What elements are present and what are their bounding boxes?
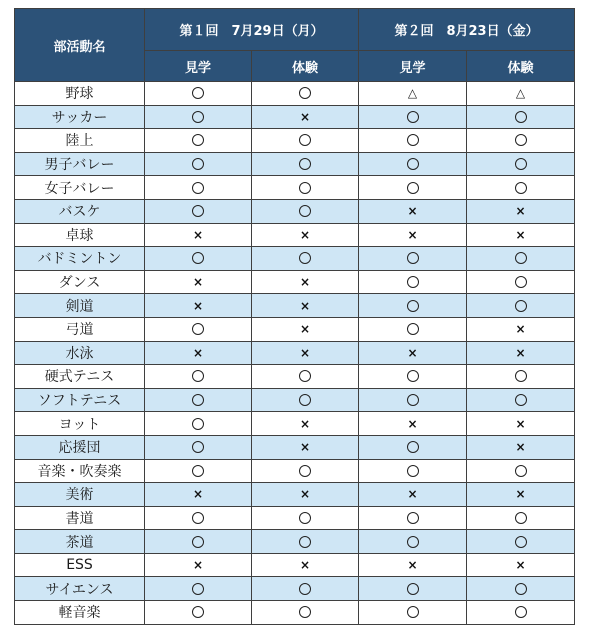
mark-cell-session-2-trial [467,601,575,625]
mark-cell-session-2-observe [359,105,467,129]
table-row [15,435,575,459]
mark-cell-session-1-observe [145,129,252,153]
cross-mark: × [299,440,311,455]
mark-cell-session-1-observe [145,483,252,507]
mark-cell-session-1-observe [145,341,252,365]
cross-mark: × [299,298,311,313]
cross-mark: × [299,487,311,502]
mark-cell-session-2-trial [467,365,575,389]
mark-cell-session-1-observe [145,601,252,625]
mark-cell-session-2-trial [467,82,575,106]
circle-mark [299,583,311,595]
circle-mark [299,512,311,524]
table-row [15,176,575,200]
table-row [15,341,575,365]
mark-cell-session-2-observe [359,270,467,294]
mark-cell-session-2-observe [359,152,467,176]
circle-mark [192,465,204,477]
club-name-cell: 硬式テニス [15,365,145,389]
circle-mark [515,394,527,406]
club-name-cell: 書道 [15,506,145,530]
header-session-1-trial: 体験 [252,51,359,82]
mark-cell-session-1-observe [145,317,252,341]
circle-mark [299,606,311,618]
mark-cell-session-1-trial [252,341,359,365]
table-row [15,247,575,271]
triangle-mark: △ [407,86,418,101]
circle-mark [407,536,419,548]
mark-cell-session-2-trial [467,483,575,507]
circle-mark [192,441,204,453]
circle-mark [192,205,204,217]
circle-mark [299,158,311,170]
header-session-1: 第１回 7月29日（月） [145,9,359,51]
club-name-cell: バスケ [15,199,145,223]
mark-cell-session-1-trial [252,577,359,601]
mark-cell-session-1-observe [145,152,252,176]
table-row [15,199,575,223]
cross-mark: × [515,227,526,242]
mark-cell-session-2-trial [467,247,575,271]
mark-cell-session-2-trial [467,223,575,247]
circle-mark [192,182,204,194]
mark-cell-session-1-trial [252,553,359,577]
cross-mark: × [299,345,311,360]
mark-cell-session-1-trial [252,152,359,176]
mark-cell-session-1-observe [145,176,252,200]
mark-cell-session-2-observe [359,530,467,554]
circle-mark [407,394,419,406]
circle-mark [192,606,204,618]
table-row [15,105,575,129]
header-session-2-observe: 見学 [359,51,467,82]
circle-mark [299,134,311,146]
circle-mark [515,606,527,618]
circle-mark [515,134,527,146]
circle-mark [192,536,204,548]
mark-cell-session-2-observe [359,129,467,153]
mark-cell-session-2-observe [359,601,467,625]
circle-mark [407,111,419,123]
table-row [15,530,575,554]
mark-cell-session-1-trial [252,223,359,247]
circle-mark [515,111,527,123]
mark-cell-session-2-trial [467,129,575,153]
club-name-cell: 弓道 [15,317,145,341]
mark-cell-session-1-trial [252,459,359,483]
table-row [15,152,575,176]
club-name-cell: 陸上 [15,129,145,153]
table-row [15,459,575,483]
cross-mark: × [515,322,526,337]
circle-mark [192,252,204,264]
circle-mark [299,87,311,99]
circle-mark [407,512,419,524]
mark-cell-session-2-trial [467,388,575,412]
circle-mark [407,182,419,194]
cross-mark: × [515,416,526,431]
mark-cell-session-2-observe [359,435,467,459]
table-row [15,365,575,389]
mark-cell-session-1-observe [145,365,252,389]
cross-mark: × [192,227,204,242]
circle-mark [299,536,311,548]
header-session-2-trial: 体験 [467,51,575,82]
circle-mark [407,323,419,335]
circle-mark [299,205,311,217]
cross-mark: × [192,558,204,573]
cross-mark: × [515,204,526,219]
mark-cell-session-1-trial [252,601,359,625]
cross-mark: × [299,416,311,431]
mark-cell-session-1-observe [145,553,252,577]
circle-mark [299,394,311,406]
circle-mark [299,252,311,264]
circle-mark [515,276,527,288]
mark-cell-session-2-trial [467,530,575,554]
circle-mark [192,158,204,170]
mark-cell-session-2-observe [359,199,467,223]
circle-mark [192,394,204,406]
mark-cell-session-2-observe [359,577,467,601]
table-row [15,553,575,577]
mark-cell-session-1-trial [252,412,359,436]
circle-mark [192,512,204,524]
mark-cell-session-1-trial [252,435,359,459]
mark-cell-session-2-trial [467,435,575,459]
circle-mark [515,512,527,524]
table-row [15,270,575,294]
table-row [15,294,575,318]
club-name-cell: ESS [15,553,145,577]
circle-mark [407,583,419,595]
header-session-1-observe: 見学 [145,51,252,82]
mark-cell-session-1-trial [252,388,359,412]
mark-cell-session-1-trial [252,270,359,294]
mark-cell-session-1-observe [145,82,252,106]
mark-cell-session-2-trial [467,553,575,577]
mark-cell-session-2-trial [467,294,575,318]
club-name-cell: 茶道 [15,530,145,554]
cross-mark: × [407,416,418,431]
mark-cell-session-1-trial [252,176,359,200]
circle-mark [192,111,204,123]
mark-cell-session-2-trial [467,152,575,176]
cross-mark: × [407,204,418,219]
club-name-cell: ヨット [15,412,145,436]
club-name-cell: 卓球 [15,223,145,247]
club-name-cell: 女子バレー [15,176,145,200]
cross-mark: × [299,322,311,337]
mark-cell-session-2-observe [359,388,467,412]
table-row [15,577,575,601]
club-name-cell: バドミントン [15,247,145,271]
cross-mark: × [299,227,311,242]
club-name-cell: 応援団 [15,435,145,459]
club-name-cell: 男子バレー [15,152,145,176]
mark-cell-session-2-observe [359,459,467,483]
circle-mark [407,606,419,618]
mark-cell-session-2-trial [467,199,575,223]
circle-mark [515,182,527,194]
mark-cell-session-2-observe [359,247,467,271]
mark-cell-session-1-observe [145,530,252,554]
club-schedule-wrapper [14,8,575,625]
mark-cell-session-1-observe [145,459,252,483]
cross-mark: × [515,558,526,573]
mark-cell-session-1-trial [252,199,359,223]
circle-mark [192,370,204,382]
circle-mark [407,134,419,146]
table-row [15,223,575,247]
club-name-cell: ダンス [15,270,145,294]
cross-mark: × [299,275,311,290]
mark-cell-session-2-trial [467,317,575,341]
cross-mark: × [515,440,526,455]
mark-cell-session-1-observe [145,294,252,318]
mark-cell-session-1-trial [252,530,359,554]
mark-cell-session-1-observe [145,105,252,129]
table-row [15,82,575,106]
circle-mark [515,465,527,477]
club-name-cell: ソフトテニス [15,388,145,412]
circle-mark [515,536,527,548]
circle-mark [192,323,204,335]
header-club-name: 部活動名 [15,9,145,82]
table-body [15,82,575,625]
mark-cell-session-2-observe [359,483,467,507]
club-name-cell: サッカー [15,105,145,129]
cross-mark: × [192,298,204,313]
mark-cell-session-1-observe [145,412,252,436]
mark-cell-session-1-observe [145,270,252,294]
circle-mark [515,583,527,595]
circle-mark [407,465,419,477]
mark-cell-session-1-trial [252,82,359,106]
mark-cell-session-1-observe [145,388,252,412]
table-row [15,412,575,436]
circle-mark [515,300,527,312]
table-row [15,388,575,412]
circle-mark [299,465,311,477]
mark-cell-session-1-observe [145,506,252,530]
club-name-cell: 美術 [15,483,145,507]
circle-mark [515,158,527,170]
mark-cell-session-1-trial [252,317,359,341]
circle-mark [192,418,204,430]
mark-cell-session-2-observe [359,506,467,530]
mark-cell-session-2-observe [359,176,467,200]
table-row [15,317,575,341]
circle-mark [515,370,527,382]
club-name-cell: 音楽・吹奏楽 [15,459,145,483]
mark-cell-session-1-trial [252,129,359,153]
table-row [15,129,575,153]
club-name-cell: 剣道 [15,294,145,318]
circle-mark [192,87,204,99]
mark-cell-session-2-trial [467,459,575,483]
mark-cell-session-1-trial [252,365,359,389]
cross-mark: × [515,487,526,502]
mark-cell-session-2-trial [467,270,575,294]
circle-mark [192,583,204,595]
mark-cell-session-2-trial [467,506,575,530]
club-activity-table [14,8,575,625]
mark-cell-session-2-observe [359,223,467,247]
cross-mark: × [192,345,204,360]
circle-mark [192,134,204,146]
circle-mark [299,370,311,382]
mark-cell-session-1-trial [252,247,359,271]
mark-cell-session-2-observe [359,294,467,318]
mark-cell-session-1-observe [145,223,252,247]
circle-mark [407,252,419,264]
circle-mark [407,276,419,288]
club-name-cell: 軽音楽 [15,601,145,625]
mark-cell-session-2-observe [359,365,467,389]
mark-cell-session-1-observe [145,247,252,271]
mark-cell-session-2-observe [359,553,467,577]
cross-mark: × [407,345,418,360]
mark-cell-session-2-trial [467,176,575,200]
cross-mark: × [407,227,418,242]
circle-mark [299,182,311,194]
mark-cell-session-1-observe [145,435,252,459]
mark-cell-session-1-trial [252,506,359,530]
mark-cell-session-2-observe [359,412,467,436]
mark-cell-session-2-trial [467,105,575,129]
circle-mark [407,158,419,170]
cross-mark: × [192,275,204,290]
triangle-mark: △ [515,86,526,101]
cross-mark: × [515,345,526,360]
mark-cell-session-2-observe [359,341,467,365]
mark-cell-session-1-trial [252,105,359,129]
circle-mark [407,300,419,312]
mark-cell-session-1-trial [252,294,359,318]
mark-cell-session-1-trial [252,483,359,507]
mark-cell-session-2-trial [467,577,575,601]
club-name-cell: サイエンス [15,577,145,601]
cross-mark: × [407,558,418,573]
mark-cell-session-2-trial [467,341,575,365]
header-session-2: 第２回 8月23日（金） [359,9,575,51]
circle-mark [515,252,527,264]
club-name-cell: 水泳 [15,341,145,365]
cross-mark: × [299,558,311,573]
mark-cell-session-2-trial [467,412,575,436]
cross-mark: × [192,487,204,502]
table-row [15,483,575,507]
mark-cell-session-1-observe [145,577,252,601]
circle-mark [407,370,419,382]
table-row [15,506,575,530]
club-name-cell: 野球 [15,82,145,106]
mark-cell-session-1-observe [145,199,252,223]
mark-cell-session-2-observe [359,82,467,106]
table-row [15,601,575,625]
cross-mark: × [407,487,418,502]
mark-cell-session-2-observe [359,317,467,341]
circle-mark [407,441,419,453]
cross-mark: × [299,109,311,124]
